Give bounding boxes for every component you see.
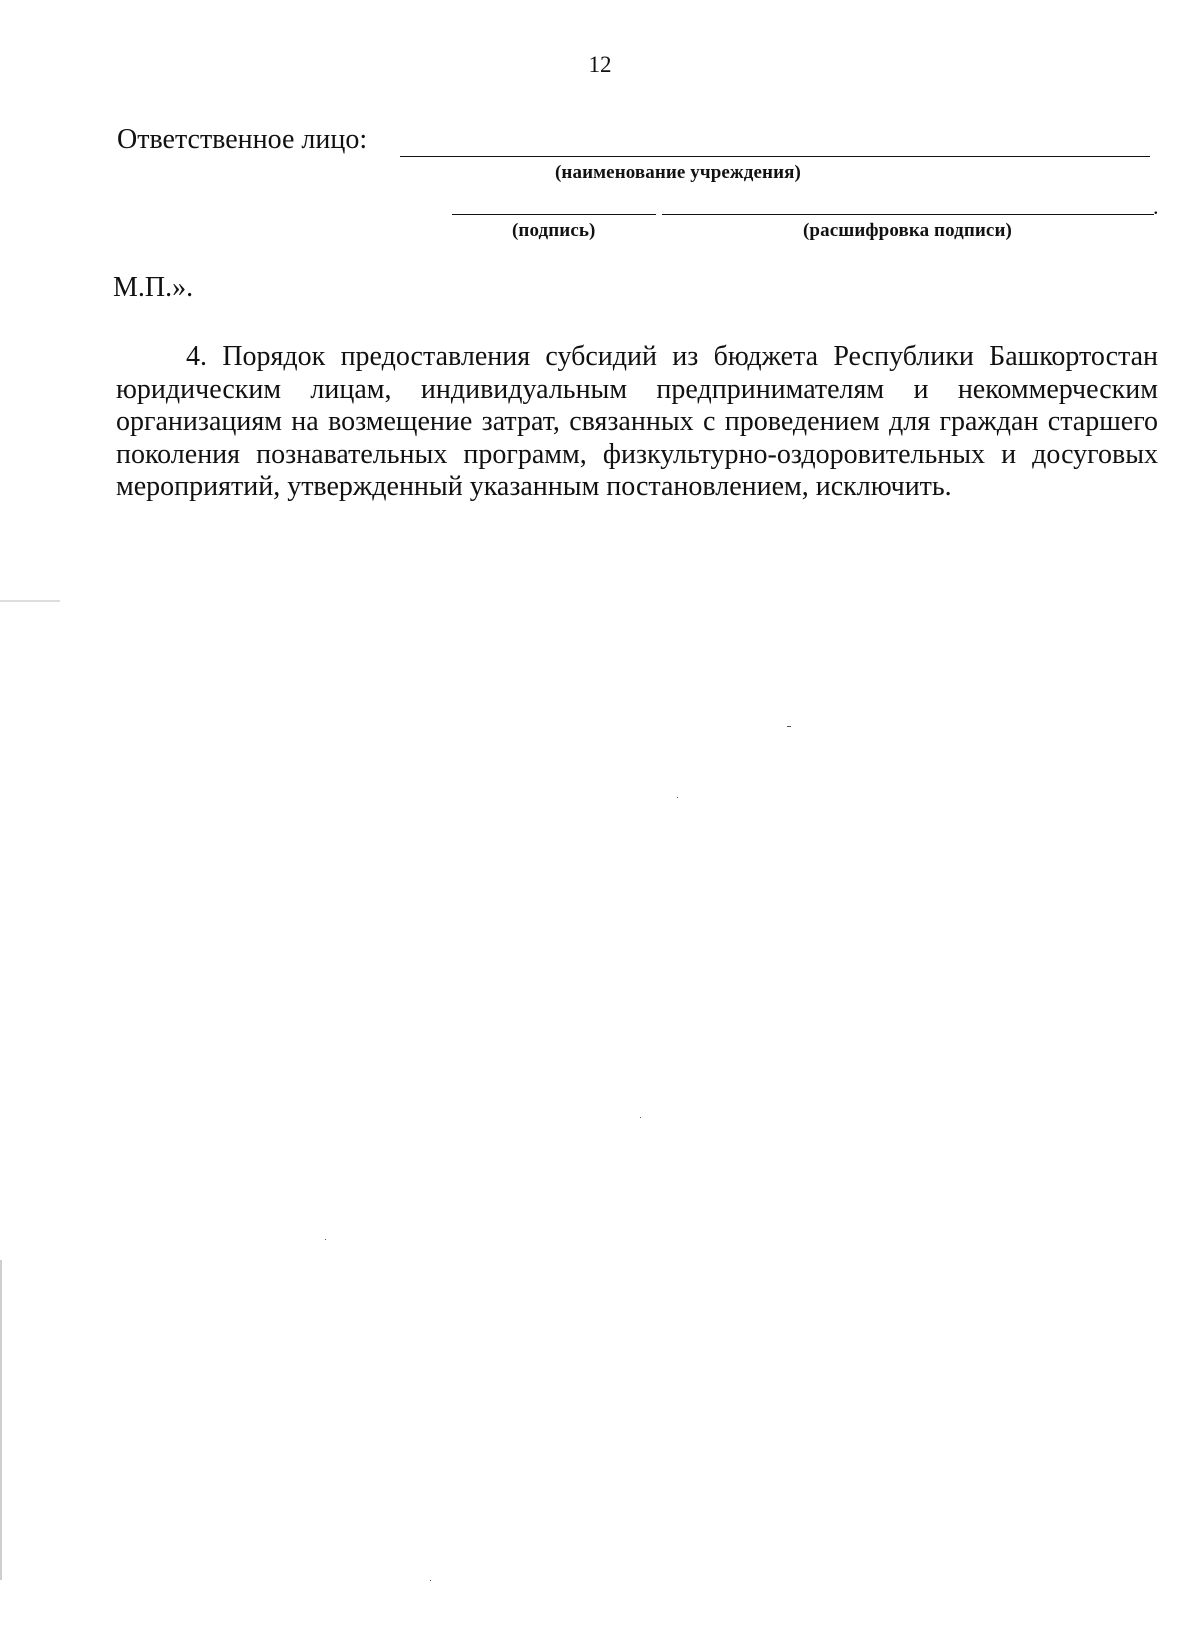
institution-caption: (наименование учреждения) bbox=[555, 162, 801, 183]
line-end-mark: . bbox=[1153, 194, 1159, 219]
responsible-person-label: Ответственное лицо: bbox=[117, 124, 368, 155]
scan-speck bbox=[325, 1239, 326, 1240]
scan-speck bbox=[787, 726, 791, 727]
signature-caption: (подпись) bbox=[512, 220, 596, 241]
scan-speck bbox=[677, 797, 678, 798]
scan-edge-mark bbox=[0, 600, 60, 602]
scan-speck bbox=[430, 1580, 431, 1581]
institution-line bbox=[400, 156, 1150, 157]
scan-edge-mark bbox=[0, 1260, 2, 1580]
signature-line bbox=[452, 214, 656, 215]
signature-decoding-caption: (расшифровка подписи) bbox=[803, 220, 1012, 241]
scan-speck bbox=[640, 1117, 641, 1118]
stamp-place-mark: М.П.». bbox=[113, 272, 194, 303]
amendment-paragraph: 4. Порядок предоставления субсидий из бюджета Республики Башкортостан юридическим лицам, индивидуальным предпринимателям и некоммерческим организациям на возмещение затрат, связанных с проведением для граждан старшего поколения познавательных программ, физкультурно-оздоровительных и досуговых мероприятий, утвержденный указанным постановлением, исключить. bbox=[116, 341, 1158, 502]
page-number: 12 bbox=[588, 52, 612, 77]
signature-decoding-line bbox=[662, 214, 1154, 215]
